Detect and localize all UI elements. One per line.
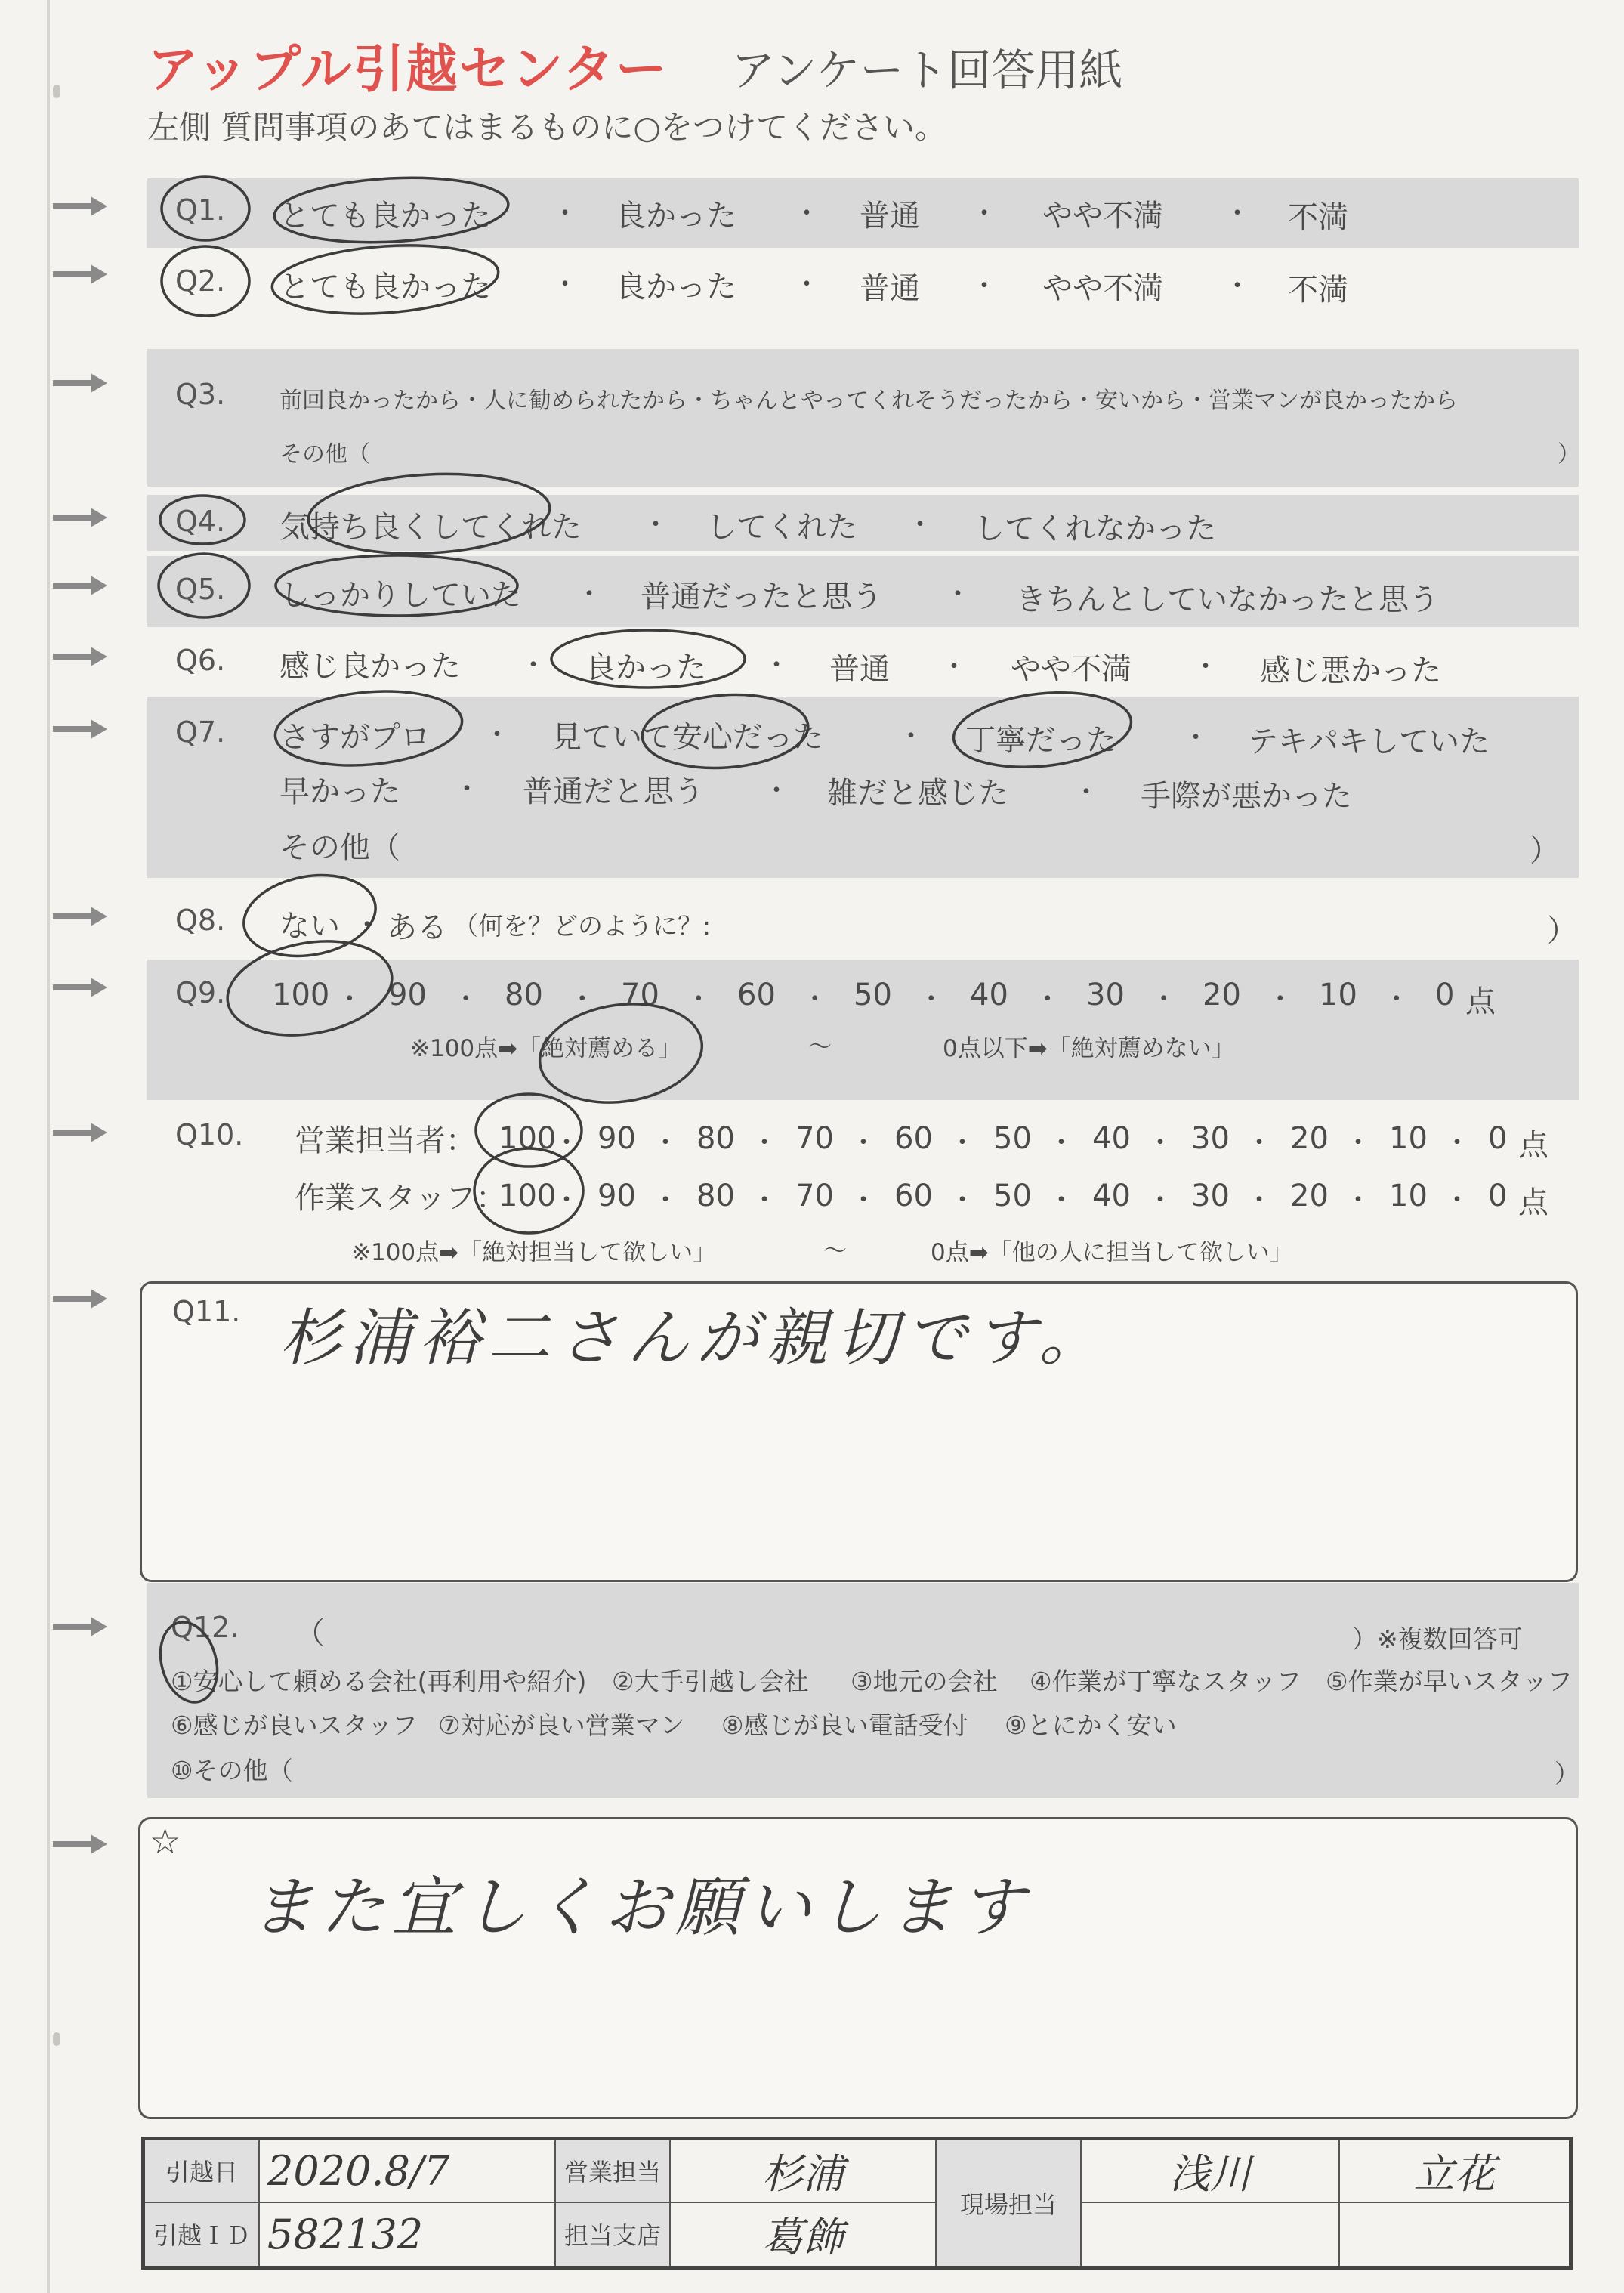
q9-score-0[interactable]: 0: [1435, 978, 1455, 1012]
q12-option-4[interactable]: ④作業が丁寧なスタッフ: [1030, 1667, 1301, 1696]
separator-dot: ・: [483, 719, 511, 750]
q6-option-2[interactable]: 良かった: [585, 651, 706, 685]
q9-score-60[interactable]: 60: [737, 978, 776, 1012]
q1-option-4[interactable]: やや不満: [1042, 199, 1163, 233]
q8-option-none[interactable]: ない: [279, 909, 340, 944]
separator-dot: ・: [1246, 1127, 1274, 1158]
separator-dot: ・: [949, 1127, 977, 1158]
q7-option-4[interactable]: テキパキしていた: [1248, 725, 1490, 759]
move-id-value: 582132: [259, 2202, 555, 2268]
circle-q5-number: [159, 554, 249, 617]
separator-dot: ・: [452, 984, 480, 1015]
q9-score-70[interactable]: 70: [621, 978, 659, 1012]
branch-label: 担当支店: [555, 2202, 670, 2268]
q9-score-40[interactable]: 40: [970, 978, 1008, 1012]
q10-staff-score-50[interactable]: 50: [993, 1179, 1032, 1213]
q4-option-1[interactable]: 気持ち良くしてくれた: [279, 510, 582, 545]
circle-q7-answer-1: [272, 684, 465, 772]
q12-option-7[interactable]: ⑦対応が良い営業マン: [438, 1710, 685, 1740]
separator-dot: ・: [850, 1127, 878, 1158]
q9-score-50[interactable]: 50: [854, 978, 892, 1012]
circle-q6-answer: [551, 630, 745, 688]
separator-dot: ・: [652, 1185, 680, 1216]
sales-rep-value: 杉浦: [670, 2139, 936, 2202]
q2-option-3[interactable]: 普通: [860, 271, 920, 306]
q2-number: Q2.: [175, 264, 226, 298]
q9-score-20[interactable]: 20: [1203, 978, 1241, 1012]
q9-score-30[interactable]: 30: [1086, 978, 1125, 1012]
site-rep-label: 現場担当: [936, 2139, 1081, 2268]
separator-dot: ・: [940, 651, 968, 682]
q11-handwritten-answer: 杉浦裕二さんが親切です。: [279, 1303, 1109, 1374]
circle-q10-sales: [476, 1094, 582, 1167]
q7-option-8[interactable]: 手際が悪かった: [1141, 779, 1352, 814]
q9-note-right: 0点以下➡「絶対薦めない」: [943, 1035, 1235, 1062]
q3-options[interactable]: 前回良かったから・人に勧められたから・ちゃんとやってくれそうだったから・安いから・営業マンが良かったから: [279, 388, 1458, 414]
circle-q4-answer: [306, 468, 551, 560]
q10-staff-score-60[interactable]: 60: [894, 1179, 933, 1213]
separator-dot: ・: [520, 650, 548, 681]
q2-option-4[interactable]: やや不満: [1042, 271, 1163, 306]
q4-option-3[interactable]: してくれなかった: [974, 511, 1216, 546]
separator-dot: ・: [642, 509, 670, 540]
separator-dot: ・: [971, 270, 999, 301]
q7-other-close: ）: [1530, 833, 1560, 868]
q10-note-left: ※100点➡「絶対担当して欲しい」: [351, 1239, 717, 1266]
q10-sales-score-60[interactable]: 60: [894, 1121, 933, 1156]
q12-open: （: [295, 1616, 325, 1651]
separator-dot: ・: [949, 1185, 977, 1216]
circle-q4-number: [160, 496, 245, 544]
q10-staff-unit: 点: [1518, 1185, 1548, 1220]
q10-staff-score-90[interactable]: 90: [597, 1179, 636, 1213]
q3-other[interactable]: その他（: [279, 441, 370, 468]
q10-staff-score-30[interactable]: 30: [1191, 1179, 1230, 1213]
q1-option-1[interactable]: とても良かった: [279, 199, 491, 233]
separator-dot: ・: [576, 579, 604, 610]
q7-option-5[interactable]: 早かった: [279, 774, 400, 809]
separator-dot: ・: [971, 198, 999, 229]
separator-dot: ・: [684, 984, 712, 1015]
separator-dot: ・: [1147, 1185, 1175, 1216]
q1-option-2[interactable]: 良かった: [616, 199, 736, 233]
circle-q9-note: [533, 994, 709, 1113]
separator-dot: ・: [568, 984, 596, 1015]
q2-option-5[interactable]: 不満: [1288, 273, 1348, 307]
separator-dot: ・: [793, 198, 821, 229]
circle-q5-answer: [276, 555, 517, 616]
separator-dot: ・: [1246, 1185, 1274, 1216]
q7-option-7[interactable]: 雑だと感じた: [827, 776, 1008, 811]
branch-value: 葛飾: [670, 2202, 936, 2268]
q10-sales-score-30[interactable]: 30: [1191, 1121, 1230, 1156]
circle-q7-answer-3: [950, 685, 1135, 775]
company-name: アップル引越センター: [147, 40, 668, 100]
q12-option-1[interactable]: ①安心して頼める会社(再利用や紹介): [171, 1667, 587, 1696]
q10-sales-unit: 点: [1518, 1128, 1548, 1163]
q5-number: Q5.: [175, 573, 226, 606]
move-date-value: 2020.8/7: [259, 2139, 555, 2202]
separator-dot: ・: [801, 984, 829, 1015]
q9-tilde: 〜: [808, 1034, 832, 1061]
q7-option-1[interactable]: さすがプロ: [279, 720, 431, 755]
q1-option-5[interactable]: 不満: [1288, 200, 1348, 235]
circle-q1-answer: [273, 172, 510, 248]
q10-staff-score-20[interactable]: 20: [1290, 1179, 1329, 1213]
q7-other[interactable]: その他（: [279, 830, 400, 865]
q8-close: ）: [1547, 913, 1577, 948]
q9-score-100[interactable]: 100: [272, 978, 330, 1012]
q10-sales-score-10[interactable]: 10: [1389, 1121, 1428, 1156]
q10-sales-score-0[interactable]: 0: [1488, 1121, 1508, 1156]
q5-option-3[interactable]: きちんとしていなかったと思う: [1016, 583, 1439, 617]
separator-dot: ・: [1192, 651, 1220, 682]
circle-q1-number: [162, 177, 249, 240]
separator-dot: ・: [1048, 1185, 1076, 1216]
separator-dot: ・: [1443, 1127, 1471, 1158]
q1-option-3[interactable]: 普通: [860, 199, 920, 233]
q9-note-left: ※100点➡「絶対薦める」: [410, 1035, 682, 1062]
separator-dot: ・: [1266, 984, 1294, 1015]
circle-q7-answer-2: [640, 689, 810, 773]
q10-sales-score-80[interactable]: 80: [696, 1121, 735, 1156]
separator-dot: ・: [354, 910, 381, 941]
q10-sales-score-90[interactable]: 90: [597, 1121, 636, 1156]
q10-staff-score-100[interactable]: 100: [499, 1179, 557, 1213]
separator-dot: ・: [335, 984, 363, 1015]
q2-option-2[interactable]: 良かった: [616, 270, 736, 304]
q12-option-3[interactable]: ③地元の会社: [851, 1667, 998, 1696]
separator-dot: ・: [652, 1127, 680, 1158]
separator-dot: ・: [553, 1185, 581, 1216]
separator-dot: ・: [553, 1127, 581, 1158]
q10-number: Q10.: [175, 1118, 244, 1151]
q6-option-4[interactable]: やや不満: [1011, 652, 1132, 687]
q10-staff-score-80[interactable]: 80: [696, 1179, 735, 1213]
q6-option-3[interactable]: 普通: [829, 652, 890, 687]
move-date-label: 引越日: [144, 2139, 260, 2202]
q10-sales-score-70[interactable]: 70: [795, 1121, 834, 1156]
q10-tilde: 〜: [823, 1238, 847, 1265]
q3-number: Q3.: [175, 378, 226, 411]
q9-score-90[interactable]: 90: [388, 978, 427, 1012]
separator-dot: ・: [1048, 1127, 1076, 1158]
instruction-text: 左側 質問事項のあてはまるものに○をつけてください。: [147, 109, 946, 146]
circle-q10-staff: [474, 1148, 583, 1233]
separator-dot: ・: [751, 1185, 779, 1216]
separator-dot: ・: [1443, 1185, 1471, 1216]
separator-dot: ・: [793, 269, 821, 300]
separator-dot: ・: [944, 579, 972, 610]
form-title: アンケート回答用紙: [731, 45, 1123, 96]
separator-dot: ・: [1345, 1185, 1372, 1216]
q12-multi-note: ）※複数回答可: [1352, 1624, 1523, 1654]
q10-sales-score-40[interactable]: 40: [1092, 1121, 1131, 1156]
q1-number: Q1.: [175, 193, 226, 227]
q10-sales-label: 営業担当者：: [295, 1123, 476, 1158]
comment-handwritten: また宜しくお願いします: [249, 1870, 1030, 1945]
q7-option-2[interactable]: 見ていて安心だった: [551, 720, 823, 755]
separator-dot: ・: [917, 984, 945, 1015]
q8-hint[interactable]: （何を？どのように？:: [453, 911, 712, 941]
separator-dot: ・: [850, 1185, 878, 1216]
site-rep-1: 浅川: [1081, 2139, 1339, 2202]
q6-option-5[interactable]: 感じ悪かった: [1260, 654, 1441, 688]
separator-dot: ・: [897, 721, 925, 752]
q12-option-8[interactable]: ⑧感じが良い電話受付: [721, 1710, 968, 1740]
circle-q8-answer: [237, 866, 381, 966]
q7-option-3[interactable]: 丁寧だった: [965, 723, 1116, 758]
q10-staff-score-10[interactable]: 10: [1389, 1179, 1428, 1213]
q12-option-10[interactable]: ⑩その他（: [171, 1756, 293, 1785]
q12-option-6[interactable]: ⑥感じが良いスタッフ: [171, 1710, 418, 1740]
separator-dot: ・: [1033, 984, 1061, 1015]
separator-dot: ・: [763, 650, 791, 681]
q9-score-80[interactable]: 80: [505, 978, 543, 1012]
separator-dot: ・: [1073, 777, 1101, 808]
separator-dot: ・: [1224, 270, 1252, 301]
q12-number: Q12.: [171, 1611, 239, 1644]
q10-sales-score-100[interactable]: 100: [499, 1121, 557, 1156]
separator-dot: ・: [1345, 1127, 1372, 1158]
q5-option-2[interactable]: 普通だったと思う: [641, 579, 882, 614]
q9-score-10[interactable]: 10: [1319, 978, 1357, 1012]
q9-number: Q9.: [175, 976, 226, 1009]
circle-q2-answer: [270, 239, 500, 321]
q10-staff-score-70[interactable]: 70: [795, 1179, 834, 1213]
separator-dot: ・: [453, 774, 481, 805]
q10-staff-label: 作業スタッフ：: [295, 1181, 506, 1216]
q6-option-1[interactable]: 感じ良かった: [279, 649, 461, 684]
site-rep-2: 立花: [1339, 2139, 1571, 2202]
separator-dot: ・: [751, 1127, 779, 1158]
q12-option-9[interactable]: ⑨とにかく安い: [1005, 1710, 1177, 1740]
q8-option-some[interactable]: ある: [387, 910, 447, 945]
q10-staff-score-40[interactable]: 40: [1092, 1179, 1131, 1213]
separator-dot: ・: [906, 509, 934, 540]
circle-q9-answer: [220, 929, 399, 1047]
separator-dot: ・: [1382, 984, 1410, 1015]
move-id-label: 引越ＩＤ: [144, 2202, 260, 2268]
q10-note-right: 0点➡「他の人に担当して欲しい」: [931, 1239, 1293, 1266]
q12-option-2[interactable]: ②大手引越し会社: [612, 1667, 809, 1696]
q11-number: Q11.: [172, 1295, 241, 1328]
separator-dot: ・: [1182, 722, 1210, 753]
q7-number: Q7.: [175, 715, 226, 749]
q4-number: Q4.: [175, 505, 226, 538]
star-mark: ☆: [150, 1821, 181, 1862]
separator-dot: ・: [1224, 198, 1252, 229]
q6-number: Q6.: [175, 644, 226, 677]
separator-dot: ・: [551, 198, 579, 229]
q4-option-2[interactable]: してくれた: [706, 510, 857, 545]
separator-dot: ・: [763, 775, 791, 806]
circle-q12-option-1: [152, 1616, 225, 1709]
q10-sales-score-50[interactable]: 50: [993, 1121, 1032, 1156]
q8-number: Q8.: [175, 904, 226, 937]
q3-other-close: ）: [1558, 441, 1580, 468]
circle-q2-number: [162, 246, 249, 316]
q9-unit: 点: [1465, 984, 1496, 1019]
sales-rep-label: 営業担当: [555, 2139, 670, 2202]
separator-dot: ・: [1147, 1127, 1175, 1158]
q2-option-1[interactable]: とても良かった: [279, 270, 491, 304]
q12-option-5[interactable]: ⑤作業が早いスタッフ: [1326, 1667, 1573, 1696]
q12-other-close: ）: [1555, 1759, 1579, 1788]
q10-staff-score-0[interactable]: 0: [1488, 1179, 1508, 1213]
q7-option-6[interactable]: 普通だと思う: [523, 774, 704, 809]
separator-dot: ・: [551, 269, 579, 300]
separator-dot: ・: [1150, 984, 1178, 1015]
q5-option-1[interactable]: しっかりしていた: [279, 578, 521, 613]
q10-sales-score-20[interactable]: 20: [1290, 1121, 1329, 1156]
